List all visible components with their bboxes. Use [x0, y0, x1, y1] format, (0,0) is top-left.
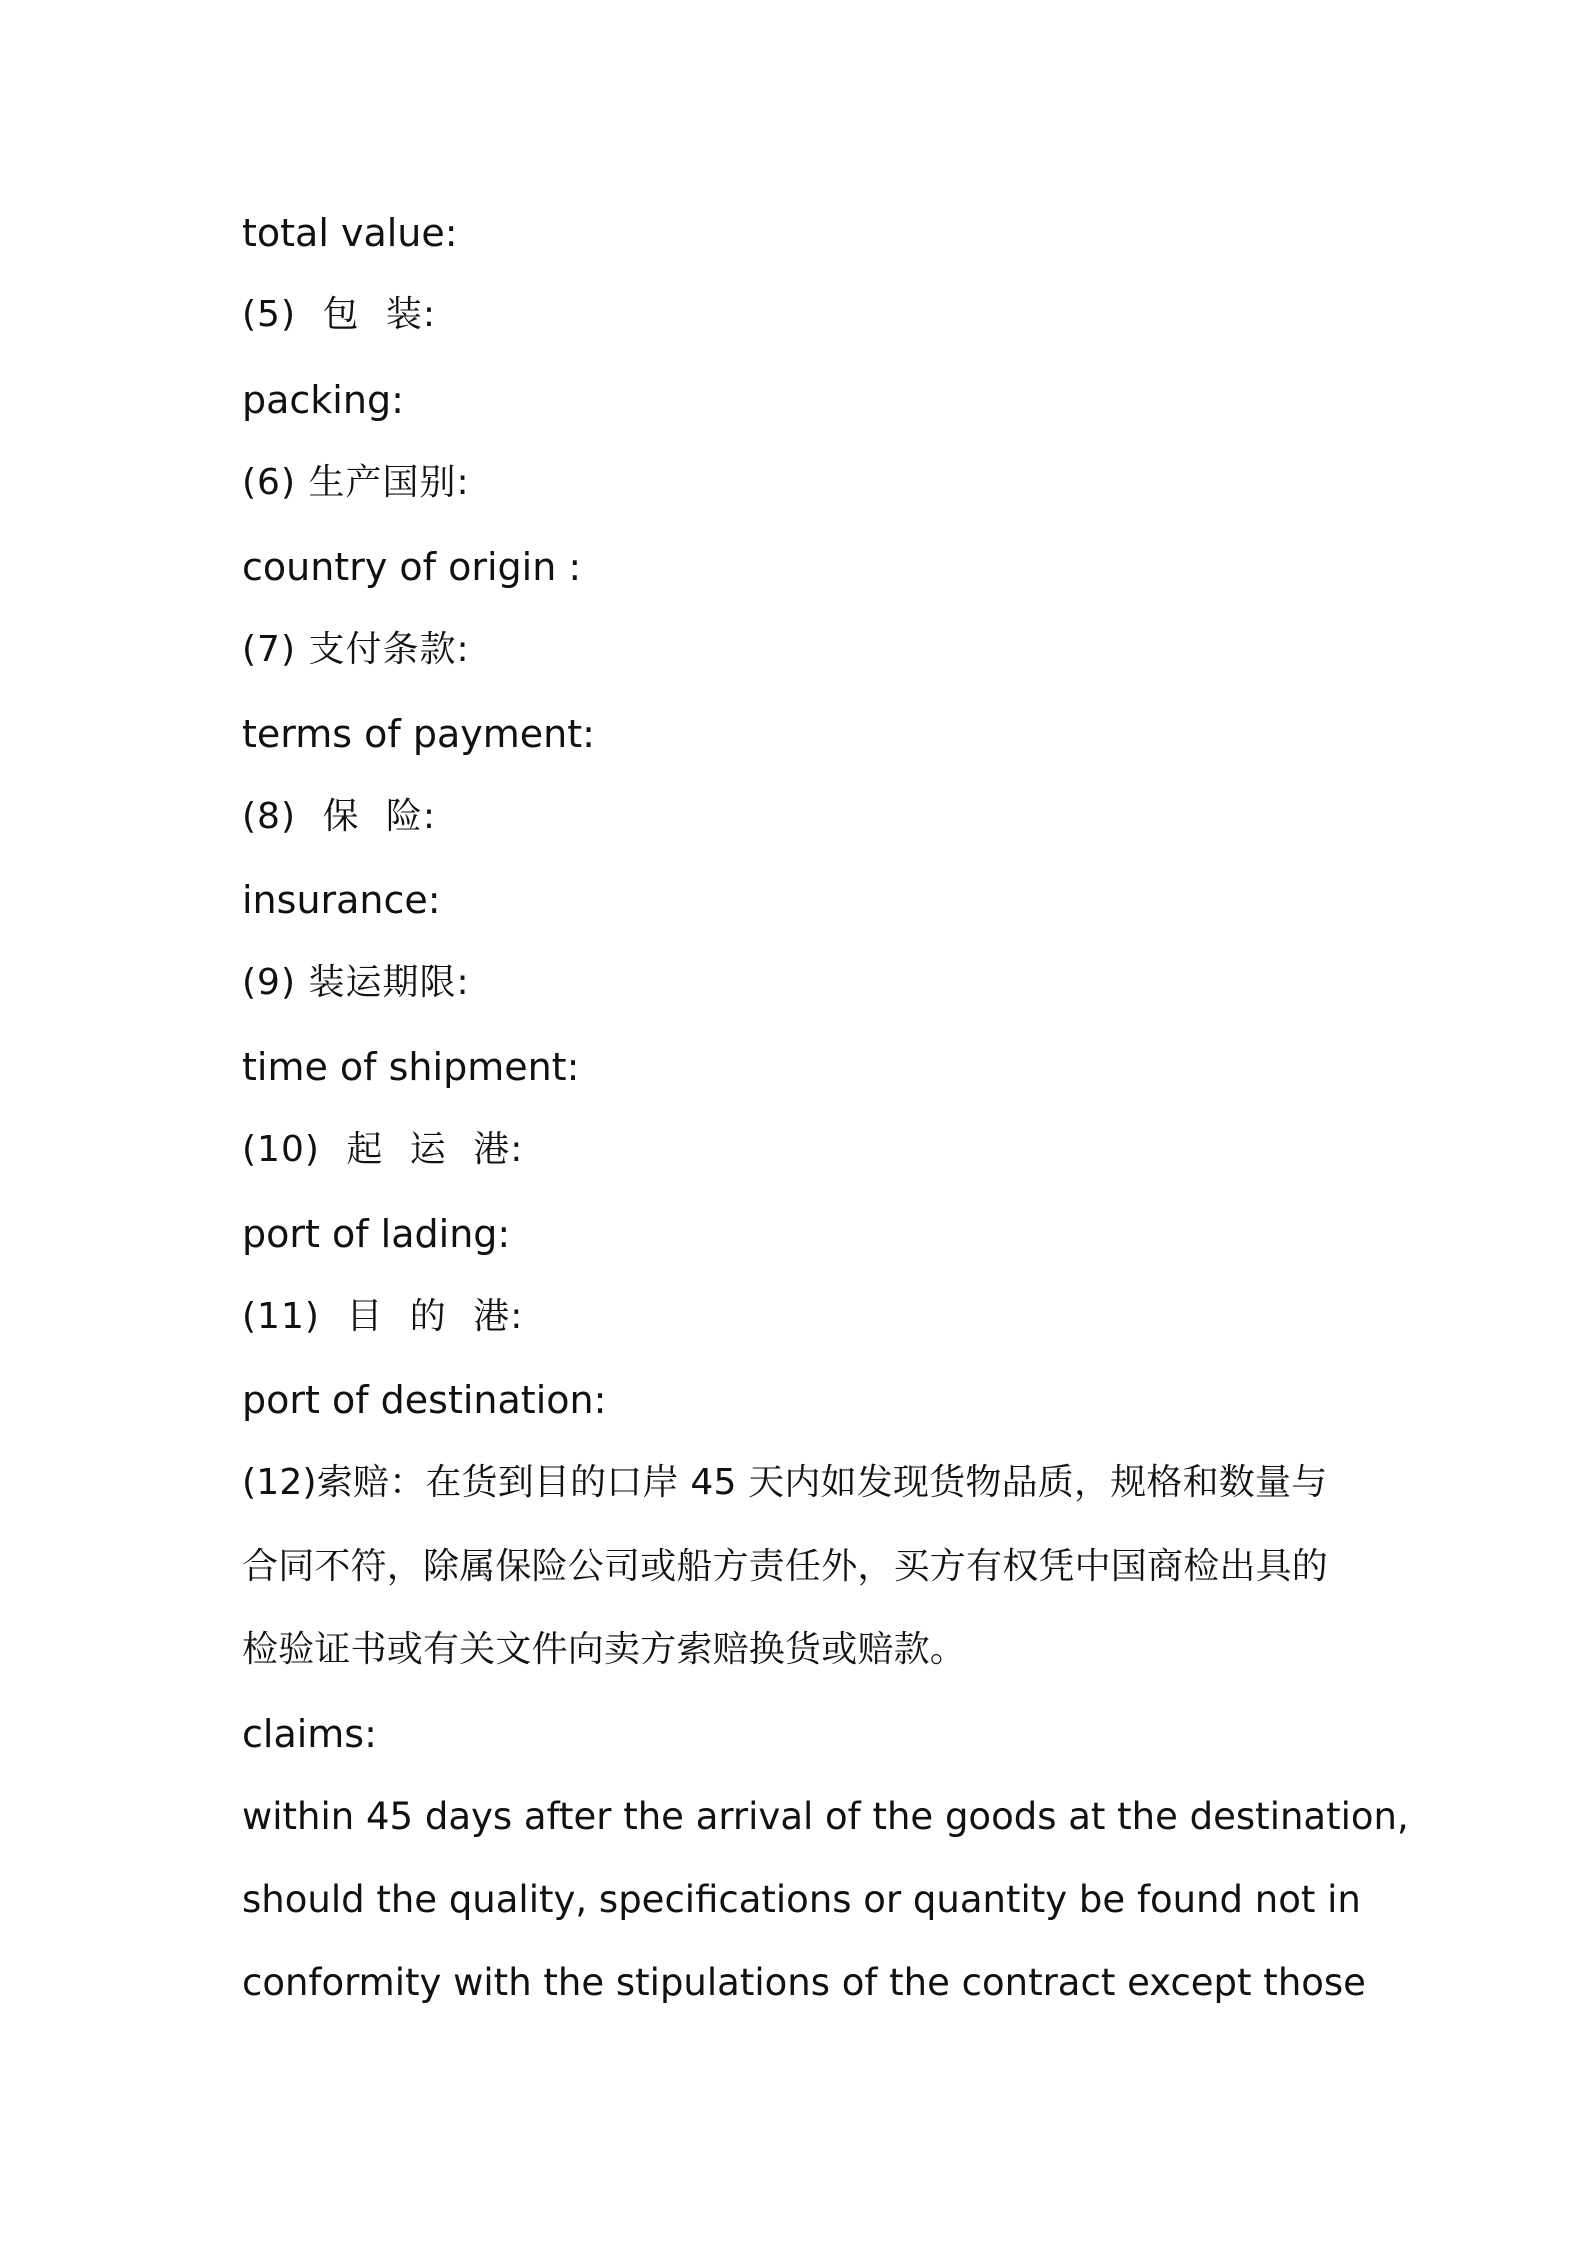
packing-label: packing:	[242, 378, 404, 422]
insurance-label: insurance:	[242, 878, 441, 922]
claims-label: claims:	[242, 1712, 377, 1756]
packing-cn-label: (5) 包 装:	[242, 294, 437, 335]
payment-terms-cn-label: (7) 支付条款:	[242, 629, 470, 670]
shipment-time-cn-label: (9) 装运期限:	[242, 962, 470, 1003]
port-lading-label: port of lading:	[242, 1212, 511, 1256]
claims-cn-paragraph-line-2: 合同不符，除属保险公司或船方责任外，买方有权凭中国商检出具的	[242, 1546, 1329, 1587]
shipment-time-label: time of shipment:	[242, 1045, 580, 1089]
claims-en-paragraph-line-1: within 45 days after the arrival of the goods at the destination,	[242, 1795, 1409, 1838]
port-lading-cn-label: (10) 起 运 港:	[242, 1129, 524, 1170]
claims-en-paragraph-line-3: conformity with the stipulations of the contract except those	[242, 1961, 1366, 2004]
port-destination-cn-label: (11) 目 的 港:	[242, 1296, 524, 1337]
insurance-cn-label: (8) 保 险:	[242, 796, 437, 837]
claims-cn-paragraph-line-3: 检验证书或有关文件向卖方索赔换货或赔款。	[242, 1629, 967, 1670]
port-destination-label: port of destination:	[242, 1378, 607, 1422]
country-origin-cn-label: (6) 生产国别:	[242, 462, 470, 503]
payment-terms-label: terms of payment:	[242, 712, 595, 756]
country-origin-label: country of origin :	[242, 545, 582, 589]
total-value-label: total value:	[242, 211, 458, 255]
claims-en-paragraph-line-2: should the quality, specifications or quantity be found not in	[242, 1878, 1361, 1921]
claims-cn-paragraph-line-1: (12)索赔：在货到目的口岸 45 天内如发现货物品质，规格和数量与	[242, 1462, 1328, 1503]
